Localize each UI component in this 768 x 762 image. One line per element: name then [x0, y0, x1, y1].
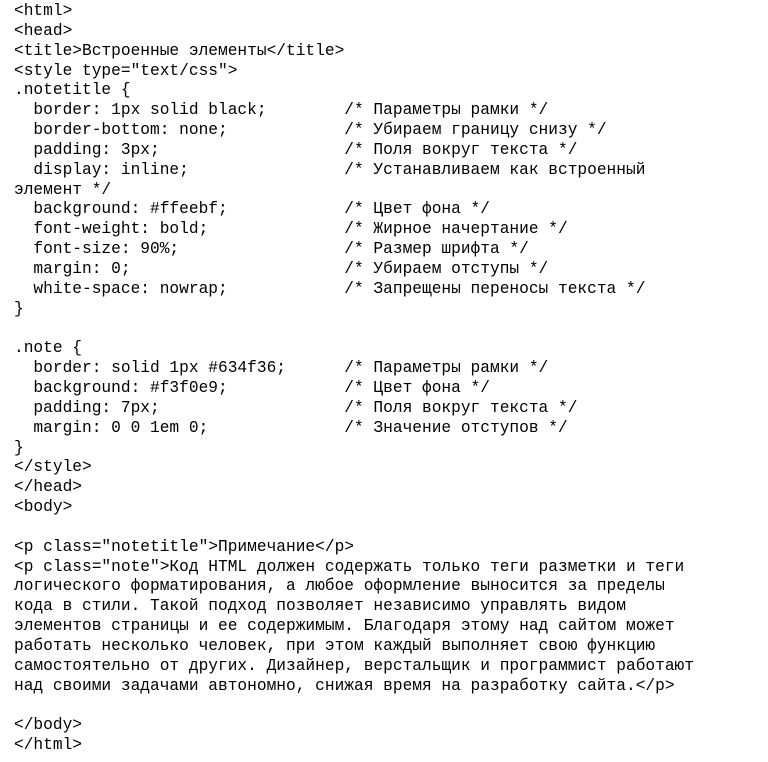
code-line: border: solid 1px #634f36; /* Параметры рамки */ — [14, 359, 549, 378]
code-line: display: inline; /* Устанавливаем как встроенный — [14, 160, 646, 179]
code-line: <style type="text/css"> — [14, 61, 238, 80]
code-line: элемент */ — [14, 180, 112, 199]
code-line — [14, 320, 768, 340]
code-line: </style> — [14, 458, 92, 477]
code-line: padding: 7px; /* Поля вокруг текста */ — [14, 398, 578, 417]
code-line: <p class="notetitle">Примечание</p> — [14, 537, 354, 556]
code-line: <body> — [14, 498, 73, 517]
code-line: <title>Встроенные элементы</title> — [14, 41, 345, 60]
code-line: <head> — [14, 21, 73, 40]
code-line: background: #f3f0e9; /* Цвет фона */ — [14, 379, 490, 398]
code-line: border-bottom: none; /* Убираем границу снизу */ — [14, 121, 607, 140]
code-line: <p class="note">Код HTML должен содержать только теги разметки и теги — [14, 557, 685, 576]
code-line: самостоятельно от других. Дизайнер, верстальщик и программист работают — [14, 656, 694, 675]
code-line: кода в стили. Такой подход позволяет независимо управлять видом — [14, 597, 626, 616]
code-line: background: #ffeebf; /* Цвет фона */ — [14, 200, 490, 219]
code-line: <html> — [14, 2, 73, 20]
code-line: border: 1px solid black; /* Параметры рамки */ — [14, 101, 549, 120]
code-line: margin: 0 0 1em 0; /* Значение отступов */ — [14, 418, 568, 437]
code-line: работать несколько человек, при этом каждый выполняет свою функцию — [14, 637, 656, 655]
code-line: font-size: 90%; /* Размер шрифта */ — [14, 240, 529, 259]
code-line: </head> — [14, 478, 82, 497]
code-line: .note { — [14, 339, 82, 358]
code-line: white-space: nowrap; /* Запрещены переносы текста */ — [14, 279, 646, 298]
code-line: </body> — [14, 716, 82, 735]
code-line — [14, 697, 768, 717]
code-line — [14, 518, 768, 538]
code-line: </html> — [14, 736, 82, 755]
code-line: font-weight: bold; /* Жирное начертание */ — [14, 220, 568, 239]
code-line: над своими задачами автономно, снижая время на разработку сайта.</p> — [14, 676, 675, 695]
code-line: margin: 0; /* Убираем отступы */ — [14, 259, 549, 278]
code-line: } — [14, 438, 24, 457]
code-line: } — [14, 299, 24, 318]
code-line: .notetitle { — [14, 81, 131, 100]
code-line: элементов страницы и ее содержимым. Благодаря этому над сайтом может — [14, 617, 675, 636]
code-line: логического форматирования, а любое оформление выносится за пределы — [14, 577, 665, 596]
code-line: padding: 3px; /* Поля вокруг текста */ — [14, 140, 578, 159]
